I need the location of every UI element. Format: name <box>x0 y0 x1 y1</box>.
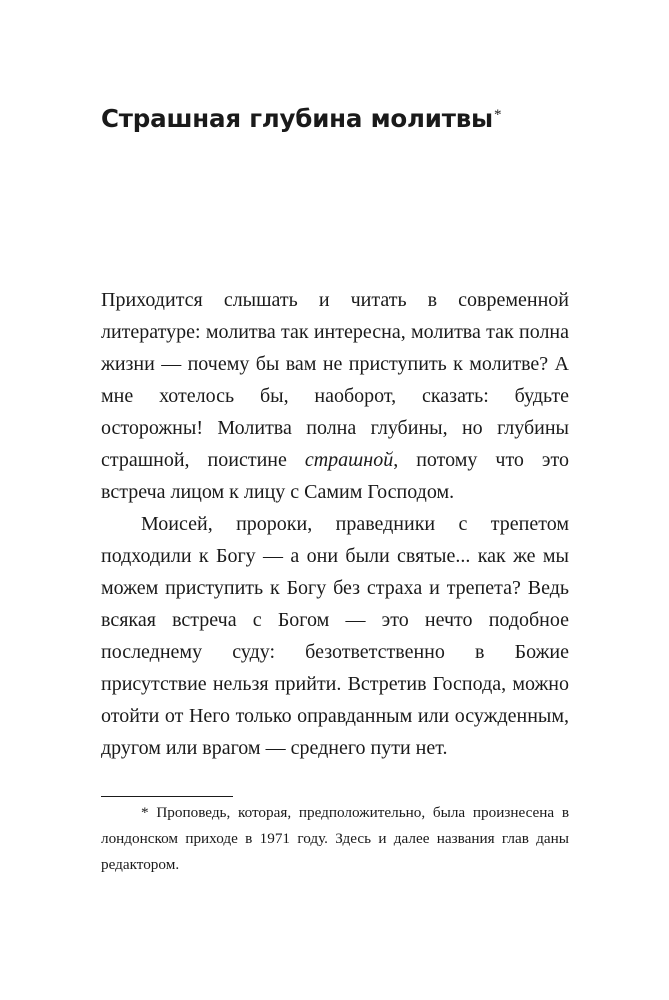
page-title-text: Страшная глубина молитвы <box>101 104 493 133</box>
footnote: * Проповедь, которая, предположительно, была произнесена в лондонском приходе в 1971 году. Здесь и далее названия глав даны редактором. <box>101 804 569 873</box>
paragraph-1-text-end: , потому что это встреча лицом к лицу с Самим Господом. <box>101 449 569 503</box>
body-text <box>101 284 569 764</box>
page-title <box>101 98 581 136</box>
paragraph-2: Моисей, пророки, праведники с трепетом подходили к Богу — а они были святые... как же мы можем приступить к Богу без страха и трепета? Ведь всякая встреча с Богом — это нечто подобное последнему суду: безответственно в Божие присутствие нельзя прийти. Встретив Господа, можно отойти от Него только оправданным или осужденным, другом или врагом — среднего пути нет. <box>101 513 569 759</box>
emphasis-word: страшной <box>304 449 394 471</box>
footnote-divider <box>101 796 233 797</box>
footnote-marker: * <box>494 107 502 123</box>
paragraph-1 <box>101 284 569 508</box>
paragraph-1-text-start: Приходится слышать и читать в современной литературе: молитва так интересна, молитва так полна жизни — почему бы вам не приступить к молитве? А мне хотелось бы, наоборот, сказать: будьте осторожны! Молитва полна глубины, но глубины страшной, поистине <box>101 289 569 471</box>
